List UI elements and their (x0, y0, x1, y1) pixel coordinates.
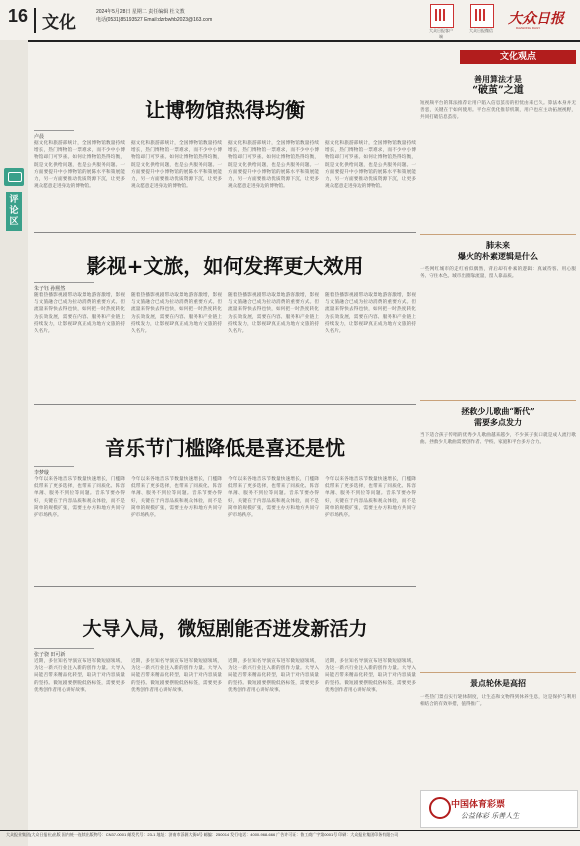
article-headline: 影视+文旅，如何发挥更大效用 (86, 254, 364, 278)
article-byline: 朱子钰 孙熙然 (34, 282, 94, 292)
edition-meta (96, 8, 212, 24)
section-title: 文化 (34, 8, 76, 33)
column-banner: 文化观点 (460, 50, 576, 64)
ad-slogan: 公益体彩 乐善人生 (461, 812, 520, 820)
article-text: 随着热播影视剧带动取景地游客激增，影视与文旅融合已成为拉动消费的重要方式。但流量来得快去得也快，如何把一时热度转化为长效发展，需要在内容、服务和产业链上持续发力，让影视IP真正成为地方文旅的持久名片。 (325, 293, 416, 335)
article-text: 据文化和旅游部统计，全国博物馆数量持续增长，热门博物馆一票难求，而不少中小博物馆却门可罗雀。如何让博物馆热得均衡，既是文化供给问题，也是公共服务问题。一方面要提升中小博物馆的展陈水平和策展能力，另一方面要推动优质资源下沉，让更多观众愿意走进身边的博物馆。 (325, 141, 416, 190)
article-text: 近期，多位知名导演宣布进军微短剧领域，为这一新兴行业注入新的创作力量。大导入局能否带来精品化转型，取决于对内容质量的坚持。微短剧要摆脱低俗标签，需要更多优秀创作者用心讲好故事。 (34, 659, 125, 693)
article-text: 今年以来各地音乐节数量快速增长，门槛降低带来了更多选择，也带来了同质化、阵容单薄、服务不到位等问题。音乐节要办得好，关键在于内容品质和观众体验，而不是简单的规模扩张，需要主办方和地方共同守护市场秩序。 (325, 477, 416, 519)
qr-code-icon[interactable] (470, 4, 494, 28)
article-body (34, 292, 416, 396)
article-text: 随着热播影视剧带动取景地游客激增，影视与文旅融合已成为拉动消费的重要方式。但流量来得快去得也快，如何把一时热度转化为长效发展，需要在内容、服务和产业链上持续发力，让影视IP真正成为地方文旅的持久名片。 (228, 293, 319, 335)
page-number: 16 (8, 6, 29, 26)
divider (34, 404, 416, 405)
article-headline: 音乐节门槛降低是喜还是忧 (105, 436, 345, 460)
article-body (34, 476, 416, 580)
qr-code-icon[interactable] (430, 4, 454, 28)
article-headline: 大导入局，微短剧能否迸发新活力 (82, 618, 368, 640)
opinion-title: 景点轮休是高招 (470, 678, 526, 688)
article-1 (34, 44, 416, 230)
opinion-title: 爆火的朴素逻辑是什么 (458, 251, 538, 261)
opinion-text: 一些热门景点实行轮休制度，让生态和文物得到休养生息，这是保护与利用相结合的有效举措，值得推广。 (420, 695, 576, 708)
article-text: 近期，多位知名导演宣布进军微短剧领域，为这一新兴行业注入新的创作力量。大导入局能否带来精品化转型，取决于对内容质量的坚持。微短剧要摆脱低俗标签，需要更多优秀创作者用心讲好故事。 (325, 659, 416, 693)
divider (34, 232, 416, 233)
qr-label-2: 大众日报微信 (469, 28, 493, 33)
article-text: 今年以来各地音乐节数量快速增长，门槛降低带来了更多选择，也带来了同质化、阵容单薄、服务不到位等问题。音乐节要办得好，关键在于内容品质和观众体验，而不是简单的规模扩张，需要主办方和地方共同守护市场秩序。 (131, 477, 222, 519)
opinion-text: 当下适合孩子传唱的优秀少儿歌曲越来越少，不少孩子张口就是成人流行歌曲。拯救少儿歌曲需要创作者、学校、家庭和平台多方合力。 (420, 433, 576, 446)
divider (420, 234, 576, 235)
article-body (34, 658, 416, 818)
page-footer: 大众报业集团(大众日报社)出版 国内统一连续出版物号：CN37-0001 邮发代号：23-1 地址：济南市泺源大街6号 邮编：250014 发行电话：4000-968-666 广告许可证：鲁工商广字第0001号 印刷：大众报业集团印务有限公司 (0, 830, 580, 846)
article-text: 今年以来各地音乐节数量快速增长，门槛降低带来了更多选择，也带来了同质化、阵容单薄、服务不到位等问题。音乐节要办得好，关键在于内容品质和观众体验，而不是简单的规模扩张，需要主办方和地方共同守护市场秩序。 (228, 477, 319, 519)
article-text: 近期，多位知名导演宣布进军微短剧领域，为这一新兴行业注入新的创作力量。大导入局能否带来精品化转型，取决于对内容质量的坚持。微短剧要摆脱低俗标签，需要更多优秀创作者用心讲好故事。 (228, 659, 319, 693)
divider (420, 400, 576, 401)
article-4 (34, 590, 416, 826)
newspaper-logo: 大众日报 (508, 11, 564, 27)
article-text: 据文化和旅游部统计，全国博物馆数量持续增长，热门博物馆一票难求，而不少中小博物馆却门可罗雀。如何让博物馆热得均衡，既是文化供给问题，也是公共服务问题。一方面要提升中小博物馆的展陈水平和策展能力，另一方面要推动优质资源下沉，让更多观众愿意走进身边的博物馆。 (131, 141, 222, 190)
article-byline: 李梦璇 (34, 466, 74, 476)
opinion-text: 一些网红城市的走红看似偶然，背后却有朴素的逻辑：真诚待客、用心服务、守住本色。城市出圈靠流量，留人靠品质。 (420, 267, 576, 280)
article-text: 据文化和旅游部统计，全国博物馆数量持续增长，热门博物馆一票难求，而不少中小博物馆却门可罗雀。如何让博物馆热得均衡，既是文化供给问题，也是公共服务问题。一方面要提升中小博物馆的展陈水平和策展能力，另一方面要推动优质资源下沉，让更多观众愿意走进身边的博物馆。 (228, 141, 319, 190)
newspaper-logo-sub: DAZHONG DAILY (516, 26, 541, 30)
article-headline: 让博物馆热得均衡 (145, 98, 305, 122)
left-gutter (0, 40, 28, 846)
opinion-title: “破茧”之道 (472, 85, 524, 96)
comment-icon (4, 168, 24, 186)
opinion-text: 短视频平台的算法推荐让用户陷入信息茧房的担忧由来已久。算法本身并无善恶，关键在于如何使用。平台应优化推荐机制，用户也应主动拓展视野，共同打破信息茧房。 (420, 101, 576, 121)
divider (420, 672, 576, 673)
divider (34, 586, 416, 587)
article-3 (34, 408, 416, 558)
article-byline: 卢晨 (34, 130, 74, 140)
lottery-logo-icon (429, 797, 451, 819)
article-text: 随着热播影视剧带动取景地游客激增，影视与文旅融合已成为拉动消费的重要方式。但流量来得快去得也快，如何把一时热度转化为长效发展，需要在内容、服务和产业链上持续发力，让影视IP真正成为地方文旅的持久名片。 (34, 293, 125, 335)
article-text: 据文化和旅游部统计，全国博物馆数量持续增长，热门博物馆一票难求，而不少中小博物馆却门可罗雀。如何让博物馆热得均衡，既是文化供给问题，也是公共服务问题。一方面要提升中小博物馆的展陈水平和策展能力，另一方面要推动优质资源下沉，让更多观众愿意走进身边的博物馆。 (34, 141, 125, 190)
lottery-ad[interactable] (420, 790, 578, 828)
right-column (420, 44, 576, 816)
opinion-title: 善用算法才是 (474, 74, 522, 84)
article-byline: 张子骁 田可新 (34, 648, 94, 658)
meta-line-1: 2024年5月28日 星期二 责任编辑 杜文教 (96, 9, 185, 15)
article-body (34, 140, 416, 228)
qr-label-1: 大众日报客户端 (429, 28, 453, 39)
page-header (0, 0, 580, 42)
article-text: 近期，多位知名导演宣布进军微短剧领域，为这一新兴行业注入新的创作力量。大导入局能否带来精品化转型，取决于对内容质量的坚持。微短剧要摆脱低俗标签，需要更多优秀创作者用心讲好故事。 (131, 659, 222, 693)
article-text: 今年以来各地音乐节数量快速增长，门槛降低带来了更多选择，也带来了同质化、阵容单薄、服务不到位等问题。音乐节要办得好，关键在于内容品质和观众体验，而不是简单的规模扩张，需要主办方和地方共同守护市场秩序。 (34, 477, 125, 519)
column-label: 评论区 (6, 192, 22, 231)
article-text: 随着热播影视剧带动取景地游客激增，影视与文旅融合已成为拉动消费的重要方式。但流量来得快去得也快，如何把一时热度转化为长效发展，需要在内容、服务和产业链上持续发力，让影视IP真正成为地方文旅的持久名片。 (131, 293, 222, 335)
opinion-title: 肺未来 (486, 240, 510, 250)
ad-title: 中国体育彩票 (451, 800, 506, 810)
opinion-title: 拯救少儿歌曲“断代” (461, 406, 535, 416)
meta-line-2: 电话(0531)85193527 Email:dzrbwhb2023@163.com (96, 17, 213, 23)
article-2 (34, 236, 416, 400)
opinion-title: 需要多点发力 (474, 417, 522, 427)
